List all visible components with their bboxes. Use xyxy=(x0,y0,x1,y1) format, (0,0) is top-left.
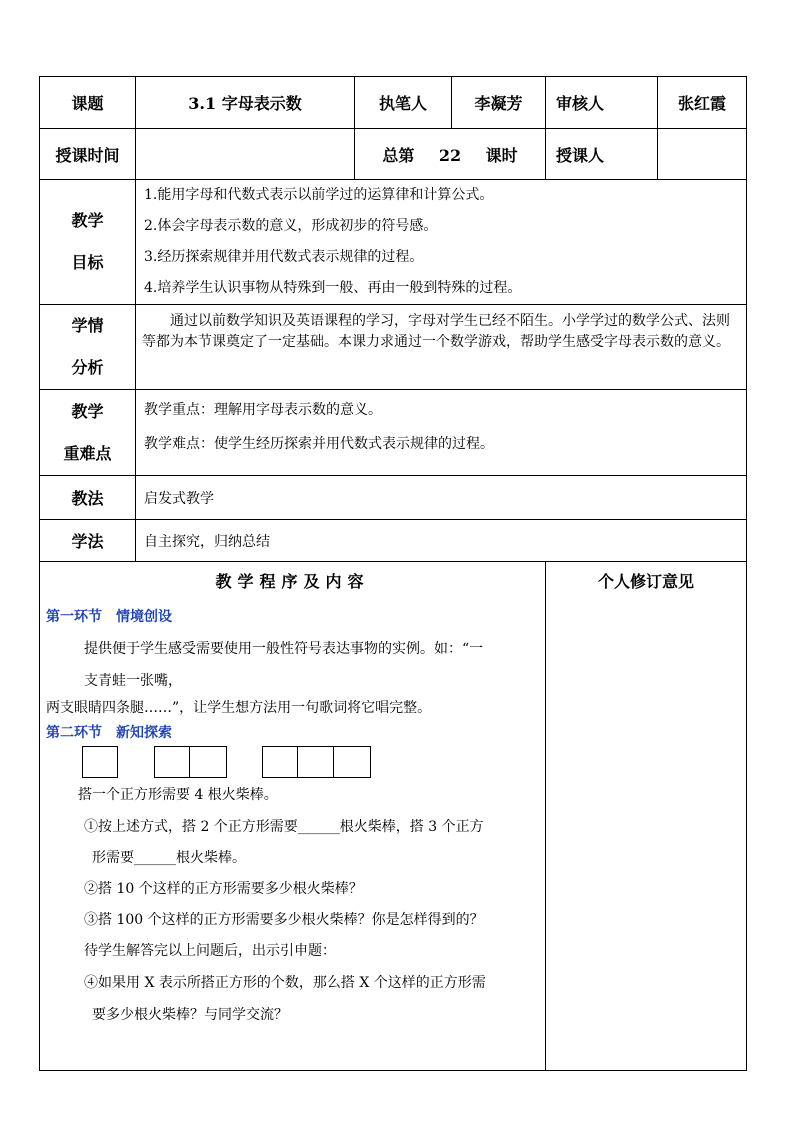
learning-label: 学法 xyxy=(40,520,136,562)
reviewer-label: 审核人 xyxy=(546,77,658,129)
header-row-1 xyxy=(40,77,747,129)
method-row xyxy=(40,476,747,520)
time-value xyxy=(136,129,355,180)
triple-square-2 xyxy=(297,746,334,778)
total-number: 22 xyxy=(438,145,462,165)
question-2: ②搭 10 个这样的正方形需要多少根火柴棒？ xyxy=(84,881,363,897)
method-value: 启发式教学 xyxy=(136,476,747,520)
follow-up-note: 待学生解答完以上问题后，出示引申题： xyxy=(84,943,336,959)
section-1-line-3: 两支眼睛四条腿……”，让学生想方法用一句歌词将它唱完整。 xyxy=(46,700,432,716)
goals-label: 教学 目标 xyxy=(40,180,136,305)
learning-value: 自主探究，归纳总结 xyxy=(136,520,747,562)
total-prefix: 总第 xyxy=(382,145,415,165)
teacher-value xyxy=(658,129,747,180)
goal-item: 4.培养学生认识事物从特殊到一般、再由一般到特殊的过程。 xyxy=(144,280,522,296)
analysis-row xyxy=(40,305,747,390)
section-1-line-2: 支青蛙一张嘴， xyxy=(84,673,182,689)
time-label: 授课时间 xyxy=(40,129,136,180)
analysis-text: 通过以前数学知识及英语课程的学习，字母对学生已经不陌生。小学学过的数学公式、法则等都为本节课奠定了一定基础。本课力求通过一个数学游戏，帮助学生感受字母表示数的意义。 xyxy=(142,313,730,350)
question-4-line-2: 要多少根火柴棒？与同学交流？ xyxy=(92,1007,288,1023)
topic-value: 3.1 字母表示数 xyxy=(136,77,355,129)
triple-square-1 xyxy=(262,746,298,778)
procedure-row xyxy=(40,562,747,1071)
procedure-cell xyxy=(40,562,546,1071)
analysis-label: 学情 分析 xyxy=(40,305,136,390)
topic-label: 课题 xyxy=(40,77,136,129)
double-square-left xyxy=(154,746,190,778)
revision-title: 个人修订意见 xyxy=(598,572,695,591)
question-3: ③搭 100 个这样的正方形需要多少根火柴棒？你是怎样得到的？ xyxy=(84,912,484,928)
single-square xyxy=(82,746,118,778)
double-square-right xyxy=(189,746,227,778)
goal-item: 3.经历探索规律并用代数式表示规律的过程。 xyxy=(144,249,424,265)
section-1-line-1: 提供便于学生感受需要使用一般性符号表达事物的实例。如：“一 xyxy=(84,641,484,657)
triple-square-3 xyxy=(333,746,371,778)
writer-label: 执笔人 xyxy=(355,77,452,129)
teaching-focus: 教学重点：理解用字母表示数的意义。 xyxy=(144,402,382,418)
section-1-heading: 第一环节 情境创设 xyxy=(46,609,172,625)
reviewer-value: 张红霞 xyxy=(658,77,747,129)
learning-row xyxy=(40,520,747,562)
total-suffix: 课时 xyxy=(485,145,518,165)
lesson-plan-table xyxy=(39,76,747,1071)
teaching-difficulty: 教学难点：使学生经历探索并用代数式表示规律的过程。 xyxy=(144,436,494,452)
goal-item: 2.体会字母表示数的意义，形成初步的符号感。 xyxy=(144,218,438,234)
method-label: 教法 xyxy=(40,476,136,520)
total-lessons xyxy=(355,129,546,180)
goals-list xyxy=(136,180,747,305)
header-row-2 xyxy=(40,129,747,180)
goal-item: 1.能用字母和代数式表示以前学过的运算律和计算公式。 xyxy=(144,187,494,203)
procedure-title: 教学程序及内容 xyxy=(215,572,370,591)
question-4-line-1: ④如果用 X 表示所搭正方形的个数，那么搭 X 个这样的正方形需 xyxy=(84,975,486,991)
writer-value: 李凝芳 xyxy=(452,77,546,129)
goals-row xyxy=(40,180,747,305)
question-intro: 搭一个正方形需要 4 根火柴棒。 xyxy=(78,787,278,803)
teacher-label: 授课人 xyxy=(546,129,658,180)
key-points-label: 教学 重难点 xyxy=(40,390,136,476)
revision-cell xyxy=(546,562,747,1071)
key-points-cell xyxy=(136,390,747,476)
key-points-row xyxy=(40,390,747,476)
procedure-body xyxy=(40,602,545,1070)
section-2-heading: 第二环节 新知探索 xyxy=(46,725,172,741)
question-1-line-1: ①按上述方式，搭 2 个正方形需要______根火柴棒，搭 3 个正方 xyxy=(84,819,484,835)
analysis-cell xyxy=(136,305,747,390)
question-1-line-2: 形需要______根火柴棒。 xyxy=(92,850,246,866)
